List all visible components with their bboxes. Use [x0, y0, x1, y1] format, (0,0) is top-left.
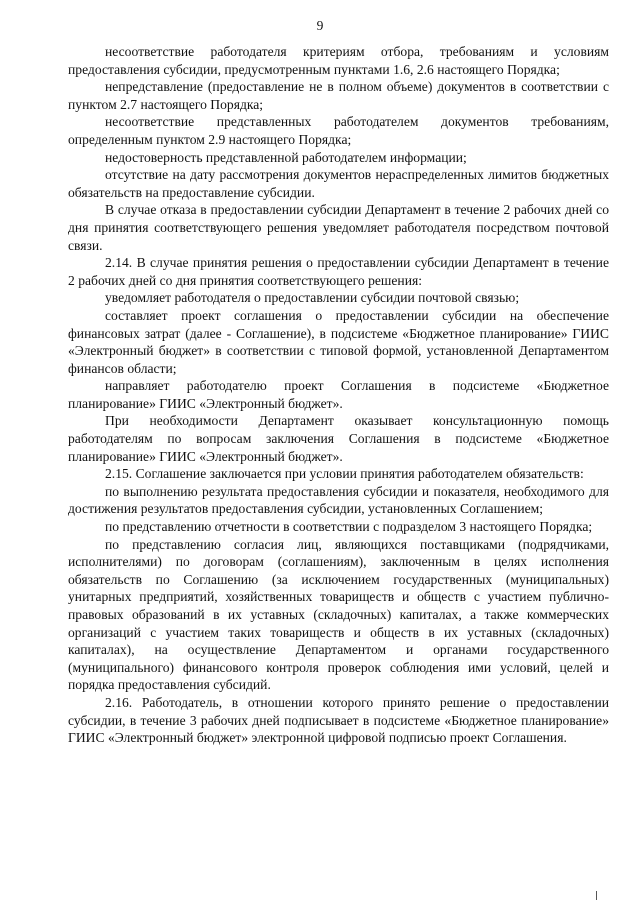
paragraph-2-14: 2.14. В случае принятия решения о предоставлении субсидии Департамент в течение 2 рабочих дней со дня принятия соответствующего решения: [68, 255, 609, 288]
paragraph-inaccurate-info: недостоверность представленной работодателем информации; [105, 149, 467, 165]
paragraph-no-limits: отсутствие на дату рассмотрения документов нераспределенных лимитов бюджетных обязательств на предоставление субсидии. [68, 167, 609, 200]
paragraph-notify-employer: уведомляет работодателя о предоставлении субсидии почтовой связью; [105, 290, 520, 306]
paragraph-send-draft: направляет работодателю проект Соглашения в подсистеме «Бюджетное планирование» ГИИС «Электронный бюджет». [68, 378, 609, 411]
paragraph-2-16: 2.16. Работодатель, в отношении которого принято решение о предоставлении субсидии, в течение 3 рабочих дней подписывает в подсистеме «Бюджетное планирование» ГИИС «Электронный бюджет» электронной цифровой подписью проект Соглашения. [68, 694, 609, 746]
scan-edge-mark [596, 891, 597, 900]
paragraph-documents-requirements: несоответствие представленных работодателем документов требованиям, определенным пунктом 2.9 настоящего Порядка; [68, 114, 609, 147]
paragraph-draft-agreement: составляет проект соглашения о предоставлении субсидии на обеспечение финансовых затрат (далее - Соглашение), в подсистеме «Бюджетное планирование» ГИИС «Электронный бюджет» в соответствии с типовой формой, установленной Департаментом финансов области; [68, 307, 609, 376]
paragraph-result-obligation: по выполнению результата предоставления субсидии и показателя, необходимого для достижения результатов предоставления субсидии, установленных Соглашением; [68, 483, 609, 517]
paragraph-reporting-obligation: по представлению отчетности в соответствии с подразделом 3 настоящего Порядка; [105, 519, 593, 535]
paragraph-criteria-mismatch: несоответствие работодателя критериям отбора, требованиям и условиям предоставления субсидии, предусмотренным пунктами 1.6, 2.6 настоящего Порядка; [68, 44, 609, 77]
paragraph-consulting: При необходимости Департамент оказывает консультационную помощь работодателям по вопросам заключения Соглашения в подсистеме «Бюджетное планирование» ГИИС «Электронный бюджет». [68, 413, 609, 464]
paragraph-2-15: 2.15. Соглашение заключается при условии принятия работодателем обязательств: [105, 466, 584, 482]
page-number: 9 [316, 18, 324, 33]
paragraph-consent-obligation: по представлению согласия лиц, являющихся поставщиками (подрядчиками, исполнителями) по договорам (соглашениям), заключенным в целях исполнения обязательств по Соглашению (за исключением государственных (муниципальных) унитарных предприятий, хозяйственных товариществ и обществ с участием публично-правовых образований в их уставных (складочных) капиталах, а также коммерческих организаций с участием таких товариществ и обществ в их уставных (складочных) капиталах), на осуществление Департаментом и органами государственного (муниципального) финансового контроля проверок соблюдения ими условий, целей и порядка предоставления субсидий. [68, 536, 609, 693]
paragraph-refusal-notice: В случае отказа в предоставлении субсидии Департамент в течение 2 рабочих дней со дня принятия соответствующего решения уведомляет работодателя посредством почтовой связи. [68, 202, 609, 253]
document-body [68, 43, 609, 747]
paragraph-documents-missing: непредставление (предоставление не в полном объеме) документов в соответствии с пунктом 2.7 настоящего Порядка; [68, 79, 609, 112]
